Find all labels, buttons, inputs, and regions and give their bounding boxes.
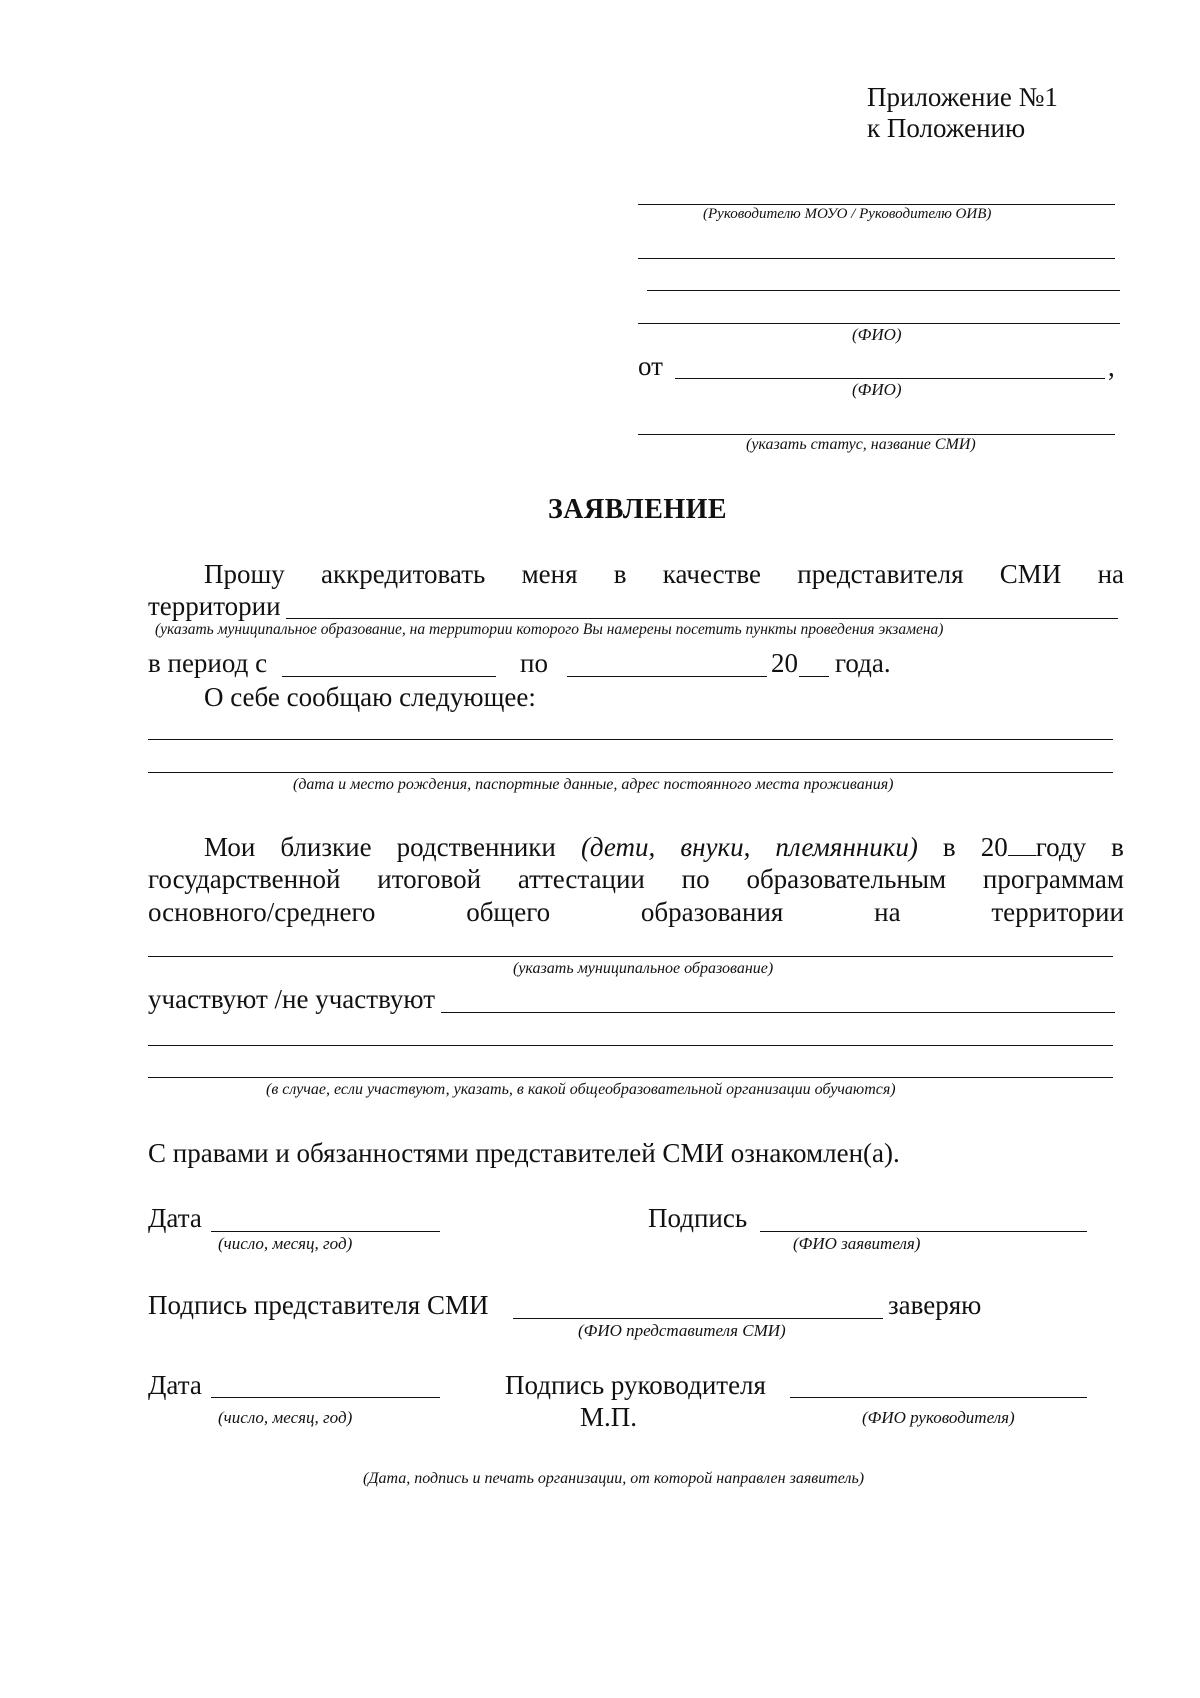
relatives-line-3: [148, 897, 1124, 928]
territory-line[interactable]: [286, 618, 1118, 619]
relatives-year: [981, 832, 1086, 863]
media-rep-hint: (ФИО представителя СМИ): [578, 1321, 786, 1340]
applicant-sign-line[interactable]: [760, 1231, 1087, 1232]
organization-stamp-hint: (Дата, подпись и печать организации, от которой направлен заявитель): [363, 1470, 865, 1487]
from-label: от: [638, 351, 663, 381]
request-word: качестве: [662, 559, 761, 589]
period-to-line[interactable]: [567, 676, 767, 677]
recipient-line-3[interactable]: [647, 290, 1120, 291]
relatives-word: территории: [991, 897, 1124, 927]
status-hint: (указать статус, название СМИ): [746, 436, 976, 453]
period-year-suffix: года.: [835, 648, 891, 678]
head-sign-label: Подпись руководителя: [505, 1370, 766, 1400]
annex-reference: к Положению: [867, 113, 1026, 143]
period-year-line[interactable]: [799, 676, 829, 677]
head-hint: (ФИО руководителя): [862, 1408, 1015, 1427]
relatives-word: по: [681, 864, 710, 894]
relatives-word: государственной: [148, 864, 341, 894]
media-rep-label: Подпись представителя СМИ: [148, 1290, 489, 1320]
media-rep-certify: заверяю: [888, 1290, 982, 1320]
period-year-prefix: 20: [771, 648, 798, 678]
participation-line[interactable]: [441, 1012, 1115, 1013]
stamp-label: М.П.: [580, 1402, 638, 1432]
from-fio-line[interactable]: [675, 378, 1105, 379]
relatives-line-1: [204, 832, 1124, 863]
request-line-1: [204, 559, 1124, 590]
period-from-line[interactable]: [282, 676, 496, 677]
request-word: СМИ: [999, 559, 1062, 589]
sign-label: Подпись: [648, 1203, 748, 1233]
about-line-1[interactable]: [148, 739, 1113, 740]
date-label-2: Дата: [148, 1370, 202, 1400]
document-title: ЗАЯВЛЕНИЕ: [548, 494, 728, 525]
territory-hint: (указать муниципальное образование, на территории которого Вы намерены посетить пункты проведения экзамена): [155, 621, 944, 638]
from-fio-hint: (ФИО): [852, 380, 902, 399]
municipality-hint: (указать муниципальное образование): [513, 960, 774, 977]
request-word: меня: [521, 559, 578, 589]
date-hint-2: (число, месяц, год): [218, 1408, 353, 1427]
request-word: Прошу: [204, 559, 285, 589]
relatives-word: (дети,: [580, 832, 656, 862]
recipient-fio-line[interactable]: [638, 323, 1120, 324]
recipient-line-2[interactable]: [638, 258, 1115, 259]
relatives-word: в: [942, 832, 956, 862]
relatives-word: общего: [466, 897, 551, 927]
request-word: аккредитовать: [321, 559, 486, 589]
participation-label: участвуют /не участвуют: [148, 984, 436, 1014]
organization-hint: (в случае, если участвуют, указать, в какой общеобразовательной организации обучаются): [266, 1081, 896, 1098]
recipient-hint: (Руководителю МОУО / Руководителю ОИВ): [703, 206, 992, 222]
request-word: представителя: [797, 559, 964, 589]
relatives-line-2: [148, 864, 1124, 895]
municipality-line[interactable]: [148, 956, 1113, 957]
fio-hint: (ФИО): [852, 325, 902, 344]
about-label: О себе сообщаю следующее:: [204, 682, 536, 712]
relatives-year-blank[interactable]: [1008, 833, 1036, 856]
relatives-word: итоговой: [377, 864, 482, 894]
applicant-sign-hint: (ФИО заявителя): [793, 1234, 921, 1253]
about-hint: (дата и место рождения, паспортные данные, адрес постоянного места проживания): [293, 776, 894, 793]
period-to-label: по: [520, 648, 548, 678]
annex-number: Приложение №1: [867, 82, 1058, 112]
request-word: на: [1097, 559, 1124, 589]
relatives-word: аттестации: [517, 864, 645, 894]
relatives-word: образования: [640, 897, 784, 927]
organization-line-2[interactable]: [148, 1077, 1113, 1078]
relatives-word: году: [1035, 832, 1087, 862]
about-line-2[interactable]: [148, 772, 1113, 773]
relatives-word: в: [1111, 832, 1124, 862]
relatives-word: племянники): [775, 832, 918, 862]
relatives-word: близкие: [280, 832, 372, 862]
date-line-1[interactable]: [211, 1231, 440, 1232]
request-word: в: [613, 559, 627, 589]
relatives-word: основного/среднего: [148, 897, 376, 927]
status-line[interactable]: [638, 434, 1115, 435]
relatives-word: Мои: [204, 832, 256, 862]
date-label-1: Дата: [148, 1203, 202, 1233]
comma: ,: [1108, 352, 1115, 382]
relatives-word: родственники: [396, 832, 556, 862]
relatives-word: программам: [982, 864, 1124, 894]
head-sign-line[interactable]: [790, 1397, 1087, 1398]
relatives-word: образовательным: [746, 864, 947, 894]
date-hint-1: (число, месяц, год): [218, 1234, 353, 1253]
period-from-label: в период с: [148, 648, 268, 678]
recipient-line[interactable]: [638, 204, 1115, 205]
acknowledgement: С правами и обязанностями представителей СМИ ознакомлен(а).: [148, 1138, 900, 1168]
relatives-year-prefix: 20: [980, 832, 1008, 862]
relatives-word: внуки,: [680, 832, 751, 862]
territory-label: территории: [148, 591, 281, 621]
organization-line-1[interactable]: [148, 1045, 1113, 1046]
date-line-2[interactable]: [211, 1397, 440, 1398]
relatives-word: на: [874, 897, 901, 927]
media-rep-line[interactable]: [513, 1318, 883, 1319]
